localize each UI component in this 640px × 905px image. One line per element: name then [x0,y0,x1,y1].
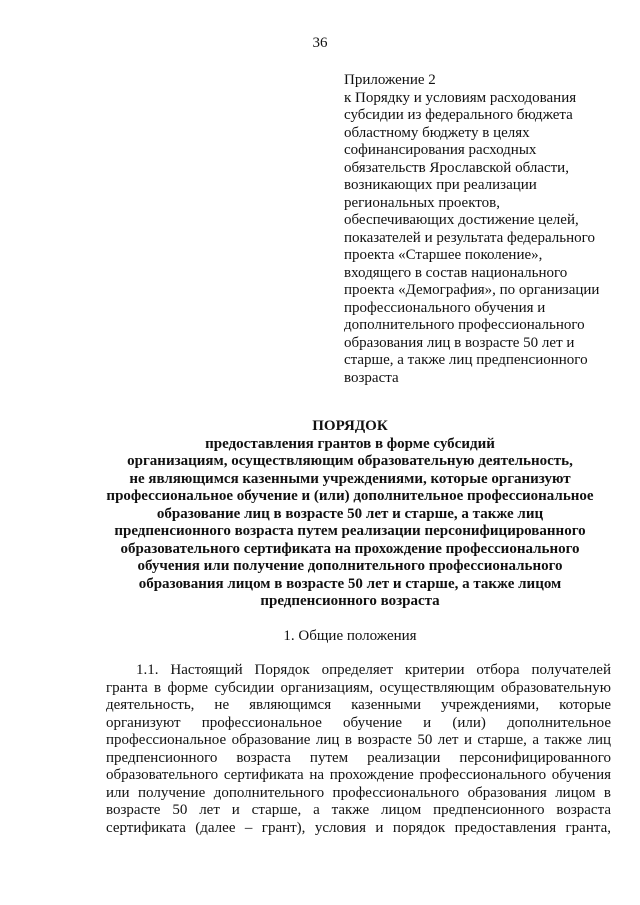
body-line: профессиональное образование лиц в возрасте 50 лет и старше, а также лиц [106,732,611,748]
appendix-line: проекта «Демография», по организации [344,282,600,298]
section-heading: 1. Общие положения [283,628,417,644]
body-line: сертификата (далее – грант), условия и порядок предоставления гранта, [106,819,611,836]
appendix-line: субсидии из федерального бюджета [344,107,573,123]
title-line: профессиональное обучение и (или) дополнительное профессиональное [106,488,594,504]
title-line: образование лиц в возрасте 50 лет и старше, а также лиц [156,505,544,522]
appendix-line: возникающих при реализации [344,177,537,193]
title-line: образования лицом в возрасте 50 лет и старше, а также лицом [138,575,562,592]
title-line: предпенсионного возраста путем реализации персонифицированного [114,523,586,539]
title-line: образовательного сертификата на прохождение профессионального [120,540,580,557]
title-line: предпенсионного возраста [260,593,440,609]
appendix-reference [344,72,634,387]
body-line: гранта в форме субсидии организациям, осуществляющим образовательную [106,679,611,696]
appendix-line: старше, а также лиц предпенсионного [344,352,588,368]
title-line: обучения или получение дополнительного профессионального [137,558,563,574]
appendix-line: образования лиц в возрасте 50 лет и [344,334,575,351]
appendix-line: софинансирования расходных [344,142,537,158]
body-line: образовательного сертификата на прохождение профессионального обучения [106,767,611,783]
appendix-line: проекта «Старшее поколение», [344,247,543,263]
body-line: деятельность, не являющимся казенными учреждениями, которые [106,697,611,713]
title-line: предоставления грантов в форме субсидий [205,435,495,452]
document-title [95,418,605,611]
body-line: или получение дополнительного профессионального образования лицом в [106,784,611,801]
appendix-line: региональных проектов, [344,194,500,211]
title-line: организациям, осуществляющим образовательную деятельность, [127,453,573,469]
appendix-line: возраста [344,369,399,386]
appendix-line: показателей и результата федерального [344,229,595,246]
appendix-line: к Порядку и условиям расходования [344,89,577,106]
appendix-line: обеспечивающих достижение целей, [344,212,579,228]
page-number: 36 [312,35,328,51]
appendix-line: дополнительного профессионального [344,317,585,333]
appendix-line: Приложение 2 [344,72,436,88]
body-line: организуют профессиональное обучение и (или) дополнительное [106,714,611,731]
appendix-line: входящего в состав национального [344,264,568,281]
title-line: не являющимся казенными учреждениями, которые организуют [129,470,571,487]
appendix-line: профессионального обучения и [344,299,546,316]
body-line: предпенсионного возраста путем реализации персонифицированного [106,749,611,766]
body-paragraph [106,662,611,837]
title-line: ПОРЯДОК [312,418,388,434]
appendix-line: областному бюджету в целях [344,124,530,141]
body-line: возрасте 50 лет и старше, а также лицом предпенсионного возраста [106,802,611,818]
appendix-line: обязательств Ярославской области, [344,159,569,176]
body-line: 1.1. Настоящий Порядок определяет критерии отбора получателей [136,662,611,678]
